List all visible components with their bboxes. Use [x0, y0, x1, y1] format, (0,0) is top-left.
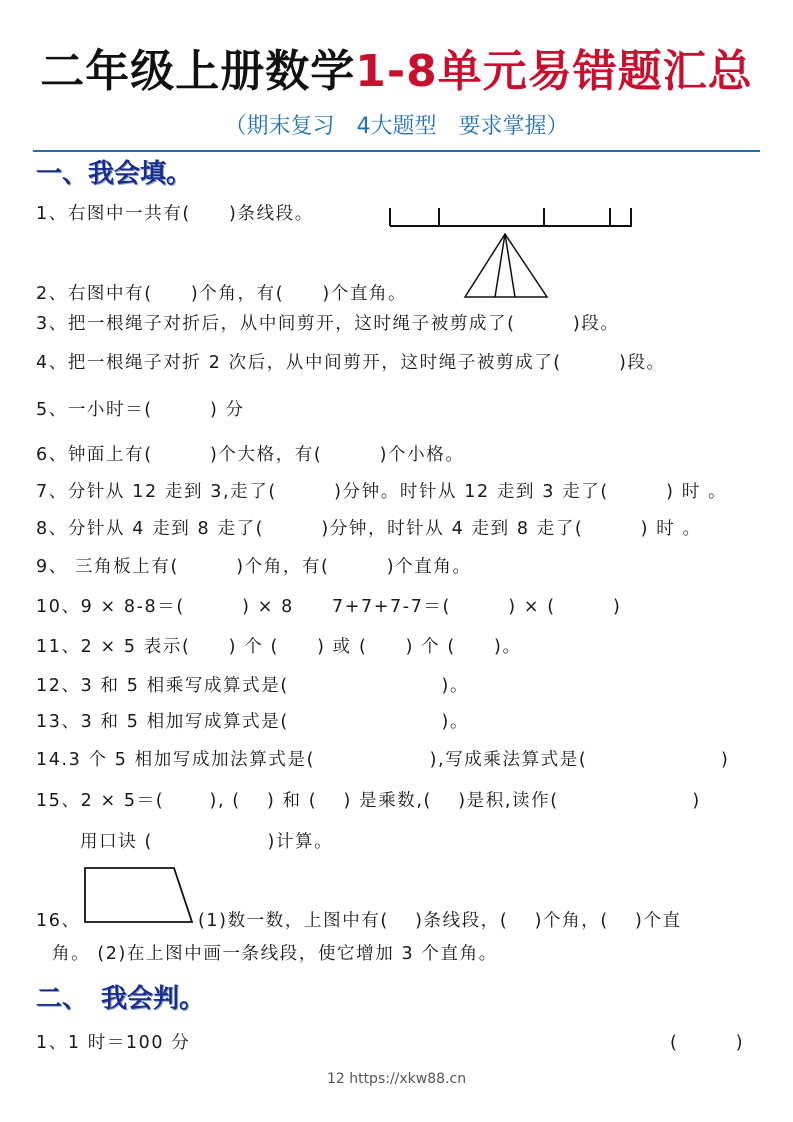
question-3: 3、把一根绳子对折后，从中间剪开，这时绳子被剪成了( )段。 [36, 314, 620, 334]
header-divider [33, 150, 760, 152]
page-subtitle: （期末复习 4大题型 要求掌握） [224, 114, 569, 139]
judge-answer-blank: ( ) [670, 1033, 745, 1053]
question-11: 11、2 × 5 表示( ) 个 ( ) 或 ( ) 个 ( )。 [36, 637, 522, 657]
segment-figure [388, 206, 636, 230]
triangle-angle-figure [463, 232, 549, 300]
question-9: 9、 三角板上有( )个角，有( )个直角。 [36, 557, 472, 577]
section-1-heading: 一、我会填。 [36, 159, 193, 189]
question-15: 15、2 × 5＝( ), ( ) 和 ( ) 是乘数,( )是积,读作( ) [36, 791, 701, 811]
question-8: 8、分针从 4 走到 8 走了( )分钟，时针从 4 走到 8 走了( ) 时 。 [36, 519, 702, 539]
question-14: 14.3 个 5 相加写成加法算式是( ),写成乘法算式是( ) [36, 750, 730, 770]
question-13: 13、3 和 5 相加写成算式是( )。 [36, 712, 470, 732]
question-7: 7、分针从 12 走到 3,走了( )分钟。时针从 12 走到 3 走了( ) 时 。 [36, 482, 728, 502]
question-4: 4、把一根绳子对折 2 次后，从中间剪开，这时绳子被剪成了( )段。 [36, 353, 666, 373]
question-10: 10、9 × 8-8＝( ) × 8 7+7+7-7＝( ) × ( ) [36, 597, 622, 617]
title-part-1: 二年级上册数学 [40, 46, 356, 97]
question-16-number: 16、 [36, 911, 81, 931]
trapezoid-figure [84, 866, 196, 924]
question-15-line-2: 用口诀 ( )计算。 [80, 832, 334, 852]
question-2: 2、右图中有( )个角，有( )个直角。 [36, 284, 408, 304]
page-title [0, 42, 793, 102]
question-16-part-2: 角。 (2)在上图中画一条线段，使它增加 3 个直角。 [52, 944, 498, 964]
page-footer: 12 https://xkw88.cn [326, 1071, 467, 1087]
judge-question-1: 1、1 时＝100 分 [36, 1033, 191, 1053]
question-12: 12、3 和 5 相乘写成算式是( )。 [36, 676, 470, 696]
section-2-heading: 二、 我会判。 [36, 984, 206, 1014]
question-16-part-1: (1)数一数，上图中有( )条线段，( )个角，( )个直 [198, 911, 682, 931]
title-part-2: 1-8单元易错题汇总 [355, 46, 753, 97]
question-5: 5、一小时＝( ) 分 [36, 400, 245, 420]
question-6: 6、钟面上有( )个大格，有( )个小格。 [36, 445, 465, 465]
question-1: 1、右图中一共有( )条线段。 [36, 204, 314, 224]
